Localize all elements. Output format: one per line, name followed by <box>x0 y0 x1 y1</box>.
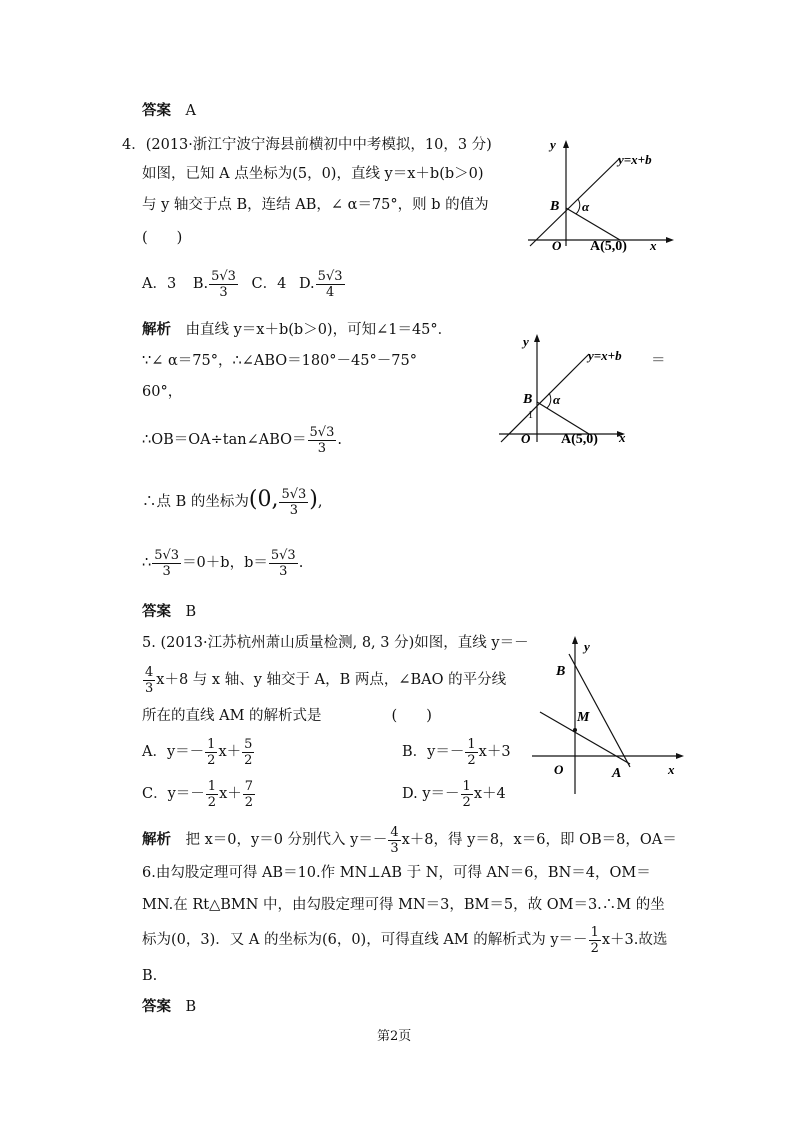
fig-origin: O <box>554 762 564 777</box>
fig-angle-1: 1 <box>528 410 533 421</box>
q5-option-d: D. y＝－ $\frac{1}{2}$ x＋4 <box>402 778 506 810</box>
fig-a-label: A <box>612 766 622 781</box>
q5-option-b: B．y＝－ $\frac{1}{2}$ x＋3 <box>402 736 511 768</box>
answer-label: 答案 <box>142 604 171 620</box>
fig-a-label: A(5,0) <box>590 239 627 254</box>
q5-solution-l5: B. <box>142 968 158 984</box>
q4-solution-l3: 60°， <box>142 384 183 400</box>
q4-line4: ( ) <box>142 230 183 246</box>
q4-solution-l5: ∴点 B 的坐标为(0, $\frac{5√3}{3}$ ), <box>142 486 323 518</box>
q4-figure <box>520 136 680 256</box>
fig-origin: O <box>521 431 531 446</box>
q5-line3: 所在的直线 AM 的解析式是 ( ) <box>142 708 432 724</box>
q4-answer: 答案 B <box>142 604 197 620</box>
fig-y-label: y <box>523 334 529 349</box>
q4-solution-l4: ∴OB＝OA÷tan∠ABO＝ $\frac{5√3}{3}$ . <box>142 424 342 456</box>
fig-y-label: y <box>550 137 556 152</box>
page-number: 第2页 <box>377 1029 412 1044</box>
q4-solution-l1: 解析 由直线 y＝x＋b(b＞0)，可知∠1＝45°． <box>142 322 453 338</box>
q3-answer: 答案 A <box>142 103 196 119</box>
fig-a-label: A(5,0) <box>561 432 598 447</box>
q5-solution-l1: 解析 把 x＝0，y＝0 分别代入 y＝－ $\frac{4}{3}$ x＋8，得 y＝8，x＝6，即 OB＝8，OA＝ <box>142 824 677 856</box>
q5-answer: 答案 B <box>142 999 197 1015</box>
fig-b-label: B <box>550 199 560 214</box>
q4-option-a: A．3 <box>142 276 177 292</box>
q4-solution-l2-tail: ＝ <box>651 353 666 369</box>
q4-options <box>142 264 346 304</box>
solution-label: 解析 <box>142 322 171 338</box>
q4-option-b: B. $\frac{5√3}{3}$ <box>192 268 236 300</box>
answer-label: 答案 <box>142 103 171 119</box>
q4-line3: 与 y 轴交于点 B，连结 AB，∠ α＝75°，则 b 的值为 <box>142 197 489 213</box>
q5-solution-l2: 6.由勾股定理可得 AB＝10.作 MN⊥AB 于 N，可得 AN＝6，BN＝4，OM＝ <box>142 865 651 881</box>
answer-label: 答案 <box>142 999 171 1015</box>
fig-y-label: y <box>584 639 590 654</box>
q4-line1: 4．(2013·浙江宁波宁海县前横初中中考模拟，10，3 分) <box>122 137 492 153</box>
q5-solution-l3: MN.在 Rt△BMN 中，由勾股定理可得 MN＝3，BM＝5，故 OM＝3.∴M 的坐 <box>142 897 665 913</box>
fig-line-label: y=x+b <box>588 348 622 363</box>
q4-line2: 如图，已知 A 点坐标为(5，0)，直线 y＝x＋b(b＞0) <box>142 166 484 182</box>
fig-origin: O <box>552 238 562 253</box>
solution-label: 解析 <box>142 832 171 848</box>
fig-x-label: x <box>619 430 626 445</box>
q5-line2: $\frac{4}{3}$ x＋8 与 x 轴、y 轴交于 A，B 两点，∠BAO 的平分线 <box>145 664 507 696</box>
fig-alpha: α <box>553 392 561 407</box>
q5-solution-l4: 标为(0，3)．又 A 的坐标为(6，0)，可得直线 AM 的解析式为 y＝－ $\frac{1}{2}$ x＋3.故选 <box>142 924 668 956</box>
fig-x-label: x <box>668 762 675 777</box>
q4-solution-figure <box>493 330 653 450</box>
fig-b-label: B <box>523 392 533 407</box>
fig-line-label: y=x+b <box>618 152 652 167</box>
fig-b-label: B <box>556 664 566 679</box>
fig-alpha: α <box>582 199 590 214</box>
q4-solution-l2: ∵∠ α＝75°，∴∠ABO＝180°－45°－75° <box>142 353 417 369</box>
q4-solution-l6: ∴ $\frac{5√3}{3}$ ＝0＋b，b＝ $\frac{5√3}{3}$ . <box>142 547 304 579</box>
q5-option-c: C．y＝－ $\frac{1}{2}$ x＋ $\frac{7}{2}$ <box>142 778 254 810</box>
q5-figure <box>522 632 692 802</box>
fig-m-label: M <box>577 710 590 725</box>
q5-line1: 5. (2013·江苏杭州萧山质量检测, 8, 3 分)如图，直线 y＝－ <box>142 635 529 651</box>
q5-option-a: A．y＝－ $\frac{1}{2}$ x＋ $\frac{5}{2}$ <box>142 736 253 768</box>
q4-option-d: D. $\frac{5√3}{4}$ <box>298 268 343 300</box>
fig-x-label: x <box>650 238 657 253</box>
q4-option-c: C．4 <box>251 276 287 292</box>
